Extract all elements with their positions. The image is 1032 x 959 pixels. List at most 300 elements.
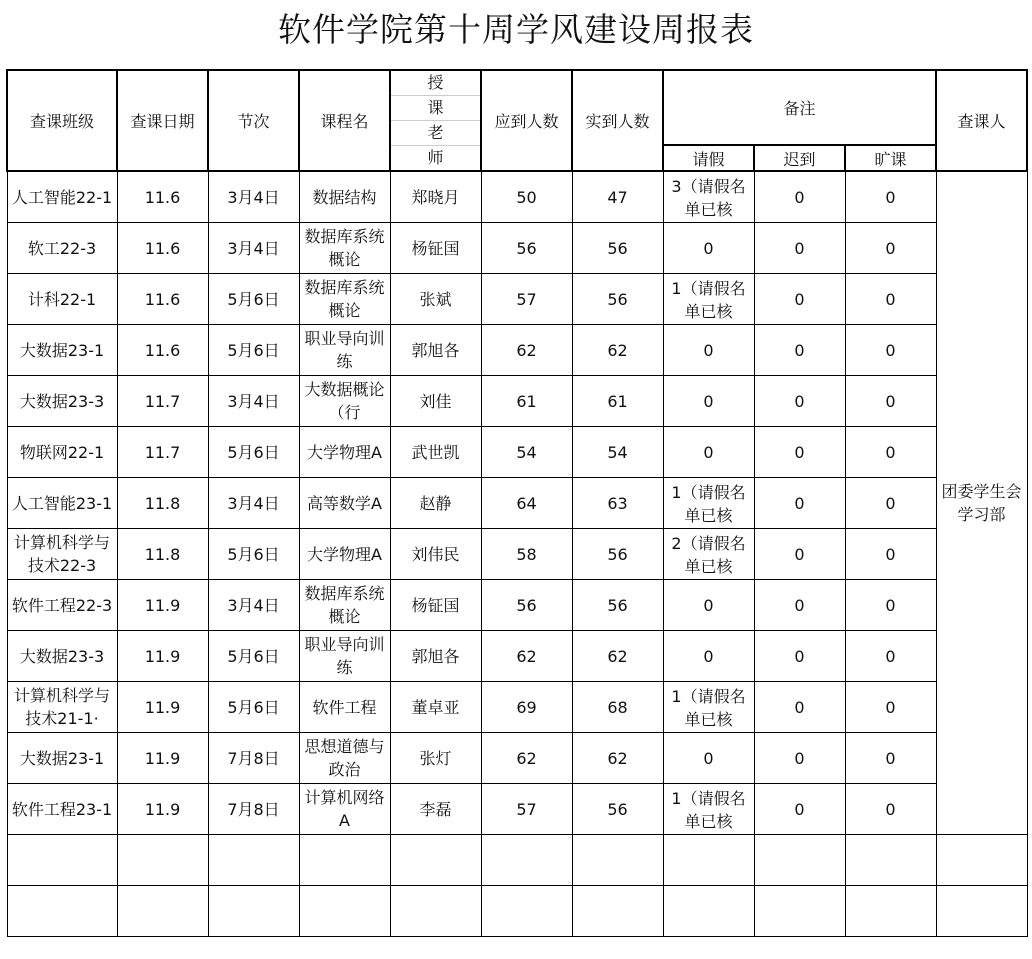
cell-teacher-text: 刘伟民 [411,544,460,564]
cell-course [299,631,390,682]
cell-date [117,376,208,427]
cell-late [754,682,845,733]
header-period: 节次 [208,70,299,171]
cell-course-text: 软件工程 [312,697,377,717]
cell-teacher [390,325,481,376]
cell-late-text: 0 [794,442,805,462]
cell-leave [663,733,754,784]
cell-actual [572,325,663,376]
cell-late-text: 0 [794,187,805,207]
cell-late-text: 0 [794,493,805,513]
cell-teacher [390,223,481,274]
cell-expected [481,580,572,631]
cell-late-text: 0 [794,697,805,717]
empty-cell [390,886,481,937]
cell-date-text: 11.9 [144,799,181,819]
cell-expected-text: 50 [516,187,537,207]
cell-expected-text: 57 [516,289,537,309]
cell-course [299,529,390,580]
cell-actual [572,478,663,529]
cell-class-text: 计算机科学与技术22-3 [13,533,110,575]
cell-absent-text: 0 [885,238,896,258]
cell-absent-text: 0 [885,442,896,462]
cell-actual [572,171,663,223]
cell-period [208,580,299,631]
cell-teacher-text: 张斌 [419,289,452,309]
cell-absent-text: 0 [885,289,896,309]
cell-actual [572,529,663,580]
cell-period [208,376,299,427]
cell-period [208,274,299,325]
empty-cell [390,835,481,886]
cell-class [7,171,117,223]
cell-leave [663,376,754,427]
cell-teacher-text: 郑晓月 [411,187,460,207]
cell-expected-text: 56 [516,238,537,258]
cell-absent-text: 0 [885,544,896,564]
cell-absent [845,784,936,835]
cell-expected-text: 56 [516,595,537,615]
table-body [7,171,1027,937]
empty-cell [936,886,1027,937]
cell-expected [481,682,572,733]
cell-actual [572,682,663,733]
cell-actual [572,733,663,784]
cell-date-text: 11.6 [144,340,181,360]
table-row [7,274,1027,325]
cell-date [117,682,208,733]
cell-leave-text: 1（请假名单已核 [671,789,746,831]
cell-leave [663,529,754,580]
cell-late [754,325,845,376]
cell-period [208,682,299,733]
cell-leave [663,682,754,733]
cell-late-text: 0 [794,595,805,615]
cell-course-text: 职业导向训练 [304,635,385,677]
cell-expected-text: 58 [516,544,537,564]
cell-teacher [390,529,481,580]
cell-date [117,784,208,835]
header-teacher-char: 课 [391,96,480,121]
cell-date-text: 11.6 [144,187,181,207]
table-row [7,376,1027,427]
cell-period-text: 5月6日 [227,289,280,309]
empty-cell [299,835,390,886]
cell-absent-text: 0 [885,187,896,207]
cell-late [754,529,845,580]
cell-date-text: 11.9 [144,697,181,717]
cell-period-text: 5月6日 [227,442,280,462]
cell-period [208,733,299,784]
cell-leave [663,427,754,478]
cell-period-text: 3月4日 [227,391,280,411]
table-row [7,733,1027,784]
cell-leave [663,580,754,631]
cell-class-text: 大数据23-3 [19,391,105,411]
cell-period-text: 3月4日 [227,187,280,207]
cell-actual [572,376,663,427]
cell-leave-text: 1（请假名单已核 [671,687,746,729]
cell-teacher [390,733,481,784]
empty-cell [572,886,663,937]
cell-class-text: 人工智能22-1 [11,187,113,207]
cell-class [7,784,117,835]
cell-class [7,325,117,376]
cell-teacher [390,478,481,529]
table-row [7,478,1027,529]
empty-cell [208,886,299,937]
cell-class [7,733,117,784]
cell-actual [572,274,663,325]
cell-teacher-text: 张灯 [419,748,452,768]
cell-class-text: 大数据23-1 [19,748,105,768]
cell-absent [845,529,936,580]
header-leave: 请假 [663,145,754,171]
cell-teacher [390,376,481,427]
cell-absent [845,427,936,478]
header-course: 课程名 [299,70,390,171]
cell-period-text: 5月6日 [227,340,280,360]
empty-cell [754,886,845,937]
cell-actual-text: 63 [607,493,628,513]
cell-teacher-text: 李磊 [419,799,452,819]
cell-expected [481,376,572,427]
cell-absent [845,580,936,631]
cell-teacher [390,682,481,733]
cell-period-text: 5月6日 [227,646,280,666]
cell-leave [663,631,754,682]
cell-leave-text: 1（请假名单已核 [671,483,746,525]
cell-teacher-text: 赵静 [419,493,452,513]
cell-absent-text: 0 [885,340,896,360]
cell-late [754,376,845,427]
cell-absent [845,325,936,376]
cell-period [208,784,299,835]
table-row [7,784,1027,835]
cell-late-text: 0 [794,748,805,768]
cell-course-text: 数据库系统概论 [304,278,385,320]
empty-cell [663,835,754,886]
header-class: 查课班级 [7,70,117,171]
cell-expected [481,529,572,580]
cell-teacher [390,784,481,835]
empty-cell [754,835,845,886]
header-inspector: 查课人 [936,70,1027,171]
cell-expected-text: 62 [516,646,537,666]
cell-class-text: 软件工程23-1 [11,799,113,819]
cell-expected-text: 57 [516,799,537,819]
cell-leave-text: 0 [703,595,714,615]
cell-teacher-text: 郭旭各 [411,646,460,666]
cell-leave-text: 1（请假名单已核 [671,279,746,321]
cell-class-text: 大数据23-3 [19,646,105,666]
cell-late-text: 0 [794,289,805,309]
cell-expected [481,478,572,529]
header-expected: 应到人数 [481,70,572,171]
cell-late-text: 0 [794,646,805,666]
cell-expected-text: 61 [516,391,537,411]
cell-class [7,376,117,427]
cell-late [754,171,845,223]
cell-actual [572,223,663,274]
cell-late [754,478,845,529]
header-absent: 旷课 [845,145,936,171]
cell-teacher [390,274,481,325]
cell-period [208,171,299,223]
empty-cell [117,835,208,886]
cell-absent [845,631,936,682]
cell-course-text: 大学物理A [307,544,382,564]
cell-expected [481,733,572,784]
cell-absent [845,376,936,427]
table-row [7,223,1027,274]
cell-expected [481,631,572,682]
cell-late [754,631,845,682]
cell-leave [663,784,754,835]
cell-expected [481,171,572,223]
cell-actual-text: 62 [607,748,628,768]
cell-inspector: 团委学生会学习部 [936,171,1027,835]
cell-class [7,478,117,529]
cell-class [7,427,117,478]
cell-class [7,223,117,274]
cell-late-text: 0 [794,340,805,360]
cell-teacher-text: 武世凯 [411,442,460,462]
cell-date [117,478,208,529]
cell-leave-text: 0 [703,748,714,768]
cell-course-text: 思想道德与政治 [304,737,385,779]
cell-teacher [390,631,481,682]
weekly-report-table [6,69,1028,937]
cell-teacher-text: 董卓亚 [411,697,460,717]
cell-absent-text: 0 [885,697,896,717]
cell-course [299,274,390,325]
empty-cell [572,835,663,886]
cell-course-text: 高等数学A [307,493,382,513]
cell-leave-text: 0 [703,442,714,462]
cell-absent [845,478,936,529]
cell-absent [845,682,936,733]
cell-expected [481,784,572,835]
cell-date [117,529,208,580]
cell-period-text: 5月6日 [227,697,280,717]
cell-expected [481,427,572,478]
header-teacher-char: 师 [427,148,444,167]
cell-course [299,376,390,427]
cell-period-text: 7月8日 [227,748,280,768]
cell-date [117,223,208,274]
cell-absent [845,223,936,274]
cell-absent-text: 0 [885,748,896,768]
cell-date-text: 11.7 [144,442,181,462]
cell-actual-text: 62 [607,340,628,360]
cell-absent-text: 0 [885,493,896,513]
cell-teacher-text: 刘佳 [419,391,452,411]
cell-leave-text: 3（请假名单已核 [671,177,746,219]
cell-actual-text: 56 [607,799,628,819]
empty-cell [7,835,117,886]
table-row [7,631,1027,682]
cell-teacher-text: 郭旭各 [411,340,460,360]
empty-cell [845,886,936,937]
cell-date [117,274,208,325]
cell-teacher [390,427,481,478]
cell-class-text: 软工22-3 [27,238,97,258]
cell-period [208,223,299,274]
cell-course-text: 大数据概论（行 [304,380,385,422]
cell-course [299,171,390,223]
empty-cell [481,886,572,937]
cell-period [208,478,299,529]
cell-class [7,529,117,580]
empty-row [7,835,1027,886]
header-remarks: 备注 [663,70,936,145]
cell-expected [481,325,572,376]
cell-actual-text: 56 [607,595,628,615]
cell-absent [845,171,936,223]
cell-class-text: 计科22-1 [27,289,97,309]
header-late: 迟到 [754,145,845,171]
cell-period [208,325,299,376]
cell-class-text: 物联网22-1 [19,442,105,462]
empty-cell [663,886,754,937]
cell-class-text: 软件工程22-3 [11,595,113,615]
cell-absent-text: 0 [885,391,896,411]
cell-expected-text: 64 [516,493,537,513]
cell-class-text: 大数据23-1 [19,340,105,360]
cell-actual [572,580,663,631]
cell-expected-text: 54 [516,442,537,462]
cell-leave [663,171,754,223]
cell-late [754,427,845,478]
cell-expected-text: 69 [516,697,537,717]
cell-date-text: 11.6 [144,289,181,309]
cell-course-text: 数据库系统概论 [304,584,385,626]
cell-teacher-text: 杨钲国 [411,595,460,615]
cell-class [7,274,117,325]
cell-period [208,427,299,478]
cell-date-text: 11.9 [144,646,181,666]
cell-date-text: 11.8 [144,493,181,513]
cell-class-text: 计算机科学与技术21-1· [13,686,110,728]
cell-date [117,733,208,784]
header-actual: 实到人数 [572,70,663,171]
cell-class [7,682,117,733]
cell-course-text: 计算机网络A [304,788,385,830]
table-row [7,427,1027,478]
cell-absent-text: 0 [885,799,896,819]
cell-late [754,733,845,784]
cell-leave [663,223,754,274]
cell-late-text: 0 [794,238,805,258]
cell-course-text: 大学物理A [307,442,382,462]
empty-cell [845,835,936,886]
table-row [7,682,1027,733]
cell-course [299,733,390,784]
cell-class-text: 人工智能23-1 [11,493,113,513]
cell-expected-text: 62 [516,748,537,768]
empty-cell [299,886,390,937]
cell-late-text: 0 [794,799,805,819]
cell-leave [663,325,754,376]
cell-expected [481,223,572,274]
cell-course [299,427,390,478]
cell-leave-text: 0 [703,646,714,666]
cell-date [117,580,208,631]
cell-late [754,580,845,631]
cell-date [117,631,208,682]
table-row [7,171,1027,223]
empty-cell [481,835,572,886]
cell-actual [572,631,663,682]
cell-actual-text: 54 [607,442,628,462]
cell-leave-text: 0 [703,391,714,411]
cell-class [7,580,117,631]
cell-class [7,631,117,682]
cell-late [754,274,845,325]
empty-cell [117,886,208,937]
cell-absent-text: 0 [885,646,896,666]
cell-course [299,580,390,631]
cell-late [754,784,845,835]
cell-actual-text: 56 [607,544,628,564]
cell-period-text: 3月4日 [227,493,280,513]
cell-course-text: 数据结构 [312,187,377,207]
cell-absent [845,274,936,325]
cell-period-text: 5月6日 [227,544,280,564]
cell-course [299,325,390,376]
cell-period [208,529,299,580]
cell-actual-text: 47 [607,187,628,207]
cell-date [117,171,208,223]
cell-leave-text: 0 [703,238,714,258]
cell-late-text: 0 [794,544,805,564]
cell-actual-text: 56 [607,238,628,258]
table-row [7,325,1027,376]
cell-teacher-text: 杨钲国 [411,238,460,258]
table-row [7,580,1027,631]
cell-late [754,223,845,274]
cell-period-text: 3月4日 [227,595,280,615]
cell-teacher [390,580,481,631]
cell-actual-text: 68 [607,697,628,717]
cell-actual-text: 56 [607,289,628,309]
cell-absent [845,733,936,784]
empty-row [7,886,1027,937]
cell-course [299,784,390,835]
empty-cell [936,835,1027,886]
report-title: 软件学院第十周学风建设周报表 [278,10,754,49]
empty-cell [208,835,299,886]
cell-course [299,682,390,733]
cell-teacher [390,171,481,223]
cell-late-text: 0 [794,391,805,411]
cell-leave [663,478,754,529]
table-row [7,529,1027,580]
empty-cell [7,886,117,937]
header-teacher-char: 授 [391,71,480,96]
cell-course [299,478,390,529]
cell-leave-text: 2（请假名单已核 [671,534,746,576]
cell-date-text: 11.6 [144,238,181,258]
cell-date [117,427,208,478]
cell-course-text: 数据库系统概论 [304,227,385,269]
cell-date-text: 11.7 [144,391,181,411]
cell-date-text: 11.9 [144,748,181,768]
header-teacher-char: 老 [391,121,480,146]
cell-date-text: 11.9 [144,595,181,615]
cell-period-text: 7月8日 [227,799,280,819]
